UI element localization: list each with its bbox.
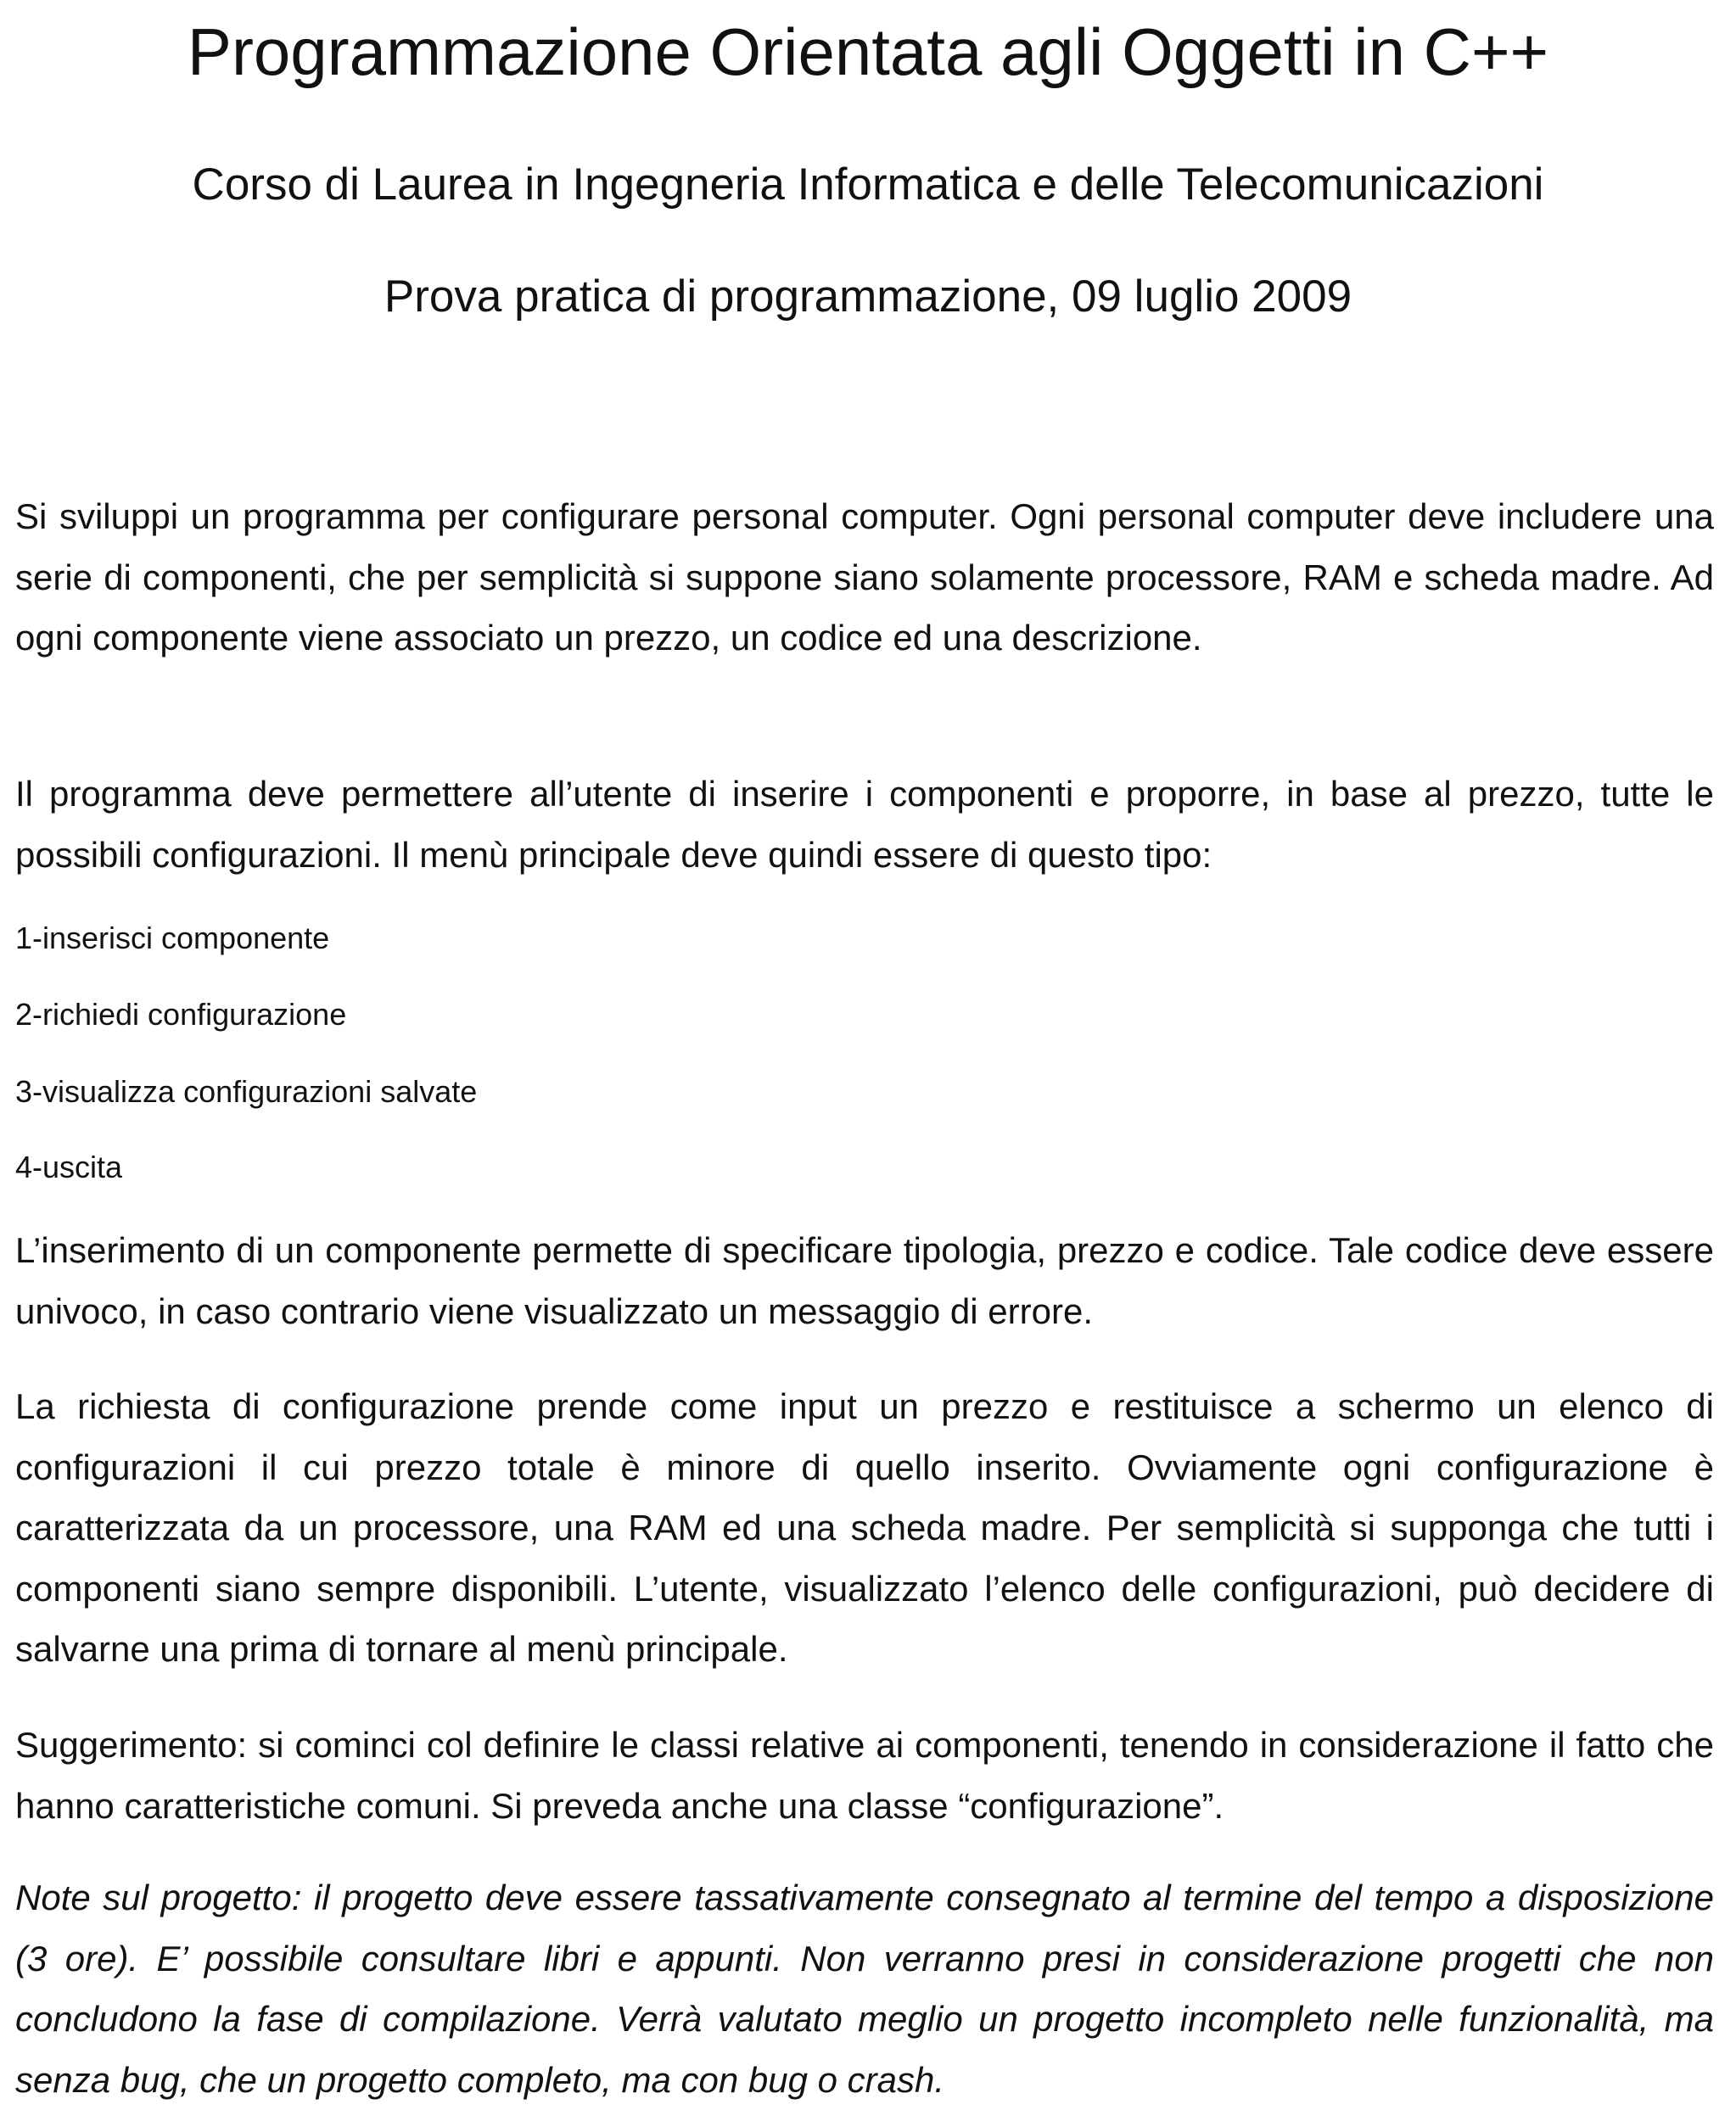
menu-item-request: 2-richiedi configurazione (15, 997, 347, 1032)
suggestion-paragraph: Suggerimento: si cominci col definire le classi relative ai componenti, tenendo in considerazione il fatto che hanno caratteristiche comuni. Si preveda anche una classe “configurazione”. (15, 1725, 1714, 1826)
program-paragraph: Il programma deve permettere all’utente di inserire i componenti e proporre, in base al prezzo, tutte le possibili configurazioni. Il menù principale deve quindi essere di questo tipo: (15, 774, 1714, 875)
menu-item-exit: 4-uscita (15, 1150, 123, 1184)
course-name: Corso di Laurea in Ingegneria Informatica e delle Telecomunicazioni (192, 160, 1544, 210)
menu-item-view-saved: 3-visualizza configurazioni salvate (15, 1074, 478, 1109)
request-paragraph: La richiesta di configurazione prende come input un prezzo e restituisce a schermo un elenco di configurazioni il cui prezzo totale è minore di quello inserito. Ovviamente ogni configurazione è caratterizzata da un processore, una RAM ed una scheda madre. Per semplicità si supponga che tutti i componenti siano sempre disponibili. L’utente, visualizzato l’elenco delle configurazioni, può decidere di salvarne una prima di tornare al menù principale. (15, 1386, 1714, 1669)
insertion-paragraph: L’inserimento di un componente permette di specificare tipologia, prezzo e codice. Tale codice deve essere univoco, in caso contrario viene visualizzato un messaggio di errore. (15, 1230, 1714, 1331)
exam-date-line: Prova pratica di programmazione, 09 luglio 2009 (384, 271, 1352, 322)
project-notes-paragraph: Note sul progetto: il progetto deve essere tassativamente consegnato al termine del tempo a disposizione (3 ore). E’ possibile consultare libri e appunti. Non verranno presi in considerazione progetti che non concludono la fase di compilazione. Verrà valutato meglio un progetto incompleto nelle funzionalità, ma senza bug, che un progetto completo, ma con bug o crash. (15, 1878, 1714, 2100)
document-title: Programmazione Orientata agli Oggetti in C++ (187, 14, 1549, 89)
intro-paragraph: Si sviluppi un programma per configurare personal computer. Ogni personal computer deve includere una serie di componenti, che per semplicità si suppone siano solamente processore, RAM e scheda madre. Ad ogni componente viene associato un prezzo, un codice ed una descrizione. (15, 496, 1714, 658)
menu-item-insert: 1-inserisci componente (15, 921, 330, 955)
